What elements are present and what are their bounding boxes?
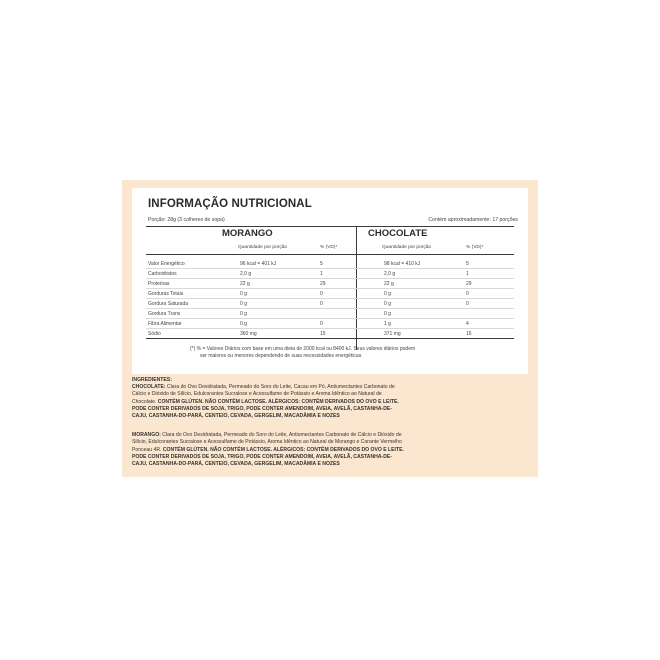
chocolate-quantity: 2,0 g [384, 271, 396, 277]
morango-qty-header: Quantidade por porção [238, 245, 288, 250]
header-rule [146, 226, 514, 227]
morango-quantity: 0 g [240, 301, 247, 307]
subheader-rule [146, 254, 514, 255]
footnote-line-1: (*) % = Valores Diários com base em uma dieta de 2000 kcal ou 8400 kJ. Seus valores diários podem [190, 346, 416, 352]
nutrient-label: Valor Energético [148, 261, 185, 267]
chocolate-vd: 0 [466, 291, 469, 297]
chocolate-vd: 4 [466, 321, 469, 327]
ingredients-section [132, 377, 404, 476]
morango-allergens: CONTÉM GLÚTEN. NÃO CONTÉM LACTOSE. ALÉRGICOS: CONTÉM DERIVADOS DO OVO E LEITE. PODE CONTER DERIVADOS DE SOJA, TRIGO, PODE CONTER AMENDOIM, AVEIA, AVELÃ, CASTANHA-DE-CAJU, CASTANHA-DO-PARÁ, CENTEIO, CEVADA, GERGELIM, MACADÂMIA E NOZES [132, 446, 404, 468]
ingredients-heading: INGREDIENTES: [132, 377, 172, 383]
morango-quantity: 360 mg [240, 331, 257, 337]
nutrition-label-panel [122, 180, 538, 477]
label-title: INFORMAÇÃO NUTRICIONAL [148, 198, 312, 210]
chocolate-ingredients-text: Clara do Ovo Desidratada, Permeado do Soro do Leite, Cacau em Pó, Antiumectantes Carbonato de Cálcio e Dióxido de Silício, Edulcorantes Sucralose e Acessulfame de Potássio e Aroma Idêntico ao Natural de Chocolate. [132, 384, 395, 405]
chocolate-vd: 15 [466, 331, 472, 337]
chocolate-quantity: 0 g [384, 291, 391, 297]
nutrient-label: Fibra Alimentar [148, 321, 182, 327]
morango-quantity: 2,0 g [240, 271, 252, 277]
nutrient-label: Sódio [148, 331, 161, 337]
nutrient-label: Gordura Saturada [148, 301, 189, 307]
morango-quantity: 0 g [240, 321, 247, 327]
bottom-rule [146, 338, 514, 339]
chocolate-vd: 29 [466, 281, 472, 287]
table-row [132, 299, 528, 309]
portion-size: Porção: 28g (3 colheres de sopa) [148, 217, 225, 223]
morango-vd: 29 [320, 281, 326, 287]
morango-vd: 15 [320, 331, 326, 337]
table-row [132, 319, 528, 329]
nutrient-label: Carboidratos [148, 271, 177, 277]
morango-ingredients [132, 432, 404, 468]
morango-vd: 1 [320, 271, 323, 277]
chocolate-quantity: 371 mg [384, 331, 401, 337]
morango-ingredients-text: Clara do Ovo Desidratada, Permeado do Soro do Leite, Antiumectantes Carbonato de Cálcio e Dióxido de Silício, Edulcorantes Sucralose e Acessulfame de Potássio, Aroma Idêntico ao Natural de Morango e Corante Vermelho Ponceau 4R. [132, 432, 402, 453]
chocolate-vd-header: % (VD)* [466, 245, 484, 250]
morango-vd: 0 [320, 321, 323, 327]
table-row [132, 279, 528, 289]
morango-quantity: 0 g [240, 311, 247, 317]
nutrient-label: Gordura Trans [148, 311, 181, 317]
chocolate-qty-header: Quantidade por porção [382, 245, 432, 250]
morango-header: MORANGO [222, 228, 273, 239]
chocolate-vd: 1 [466, 271, 469, 277]
nutrient-label: Proteínas [148, 281, 170, 287]
chocolate-vd: 5 [466, 261, 469, 267]
morango-ingredients-label: MORANGO: [132, 432, 161, 439]
chocolate-quantity: 0 g [384, 311, 391, 317]
table-row [132, 309, 528, 319]
morango-vd: 5 [320, 261, 323, 267]
chocolate-quantity: 22 g [384, 281, 394, 287]
daily-value-footnote [190, 346, 480, 360]
nutrient-label: Gorduras Totais [148, 291, 184, 297]
chocolate-header: CHOCOLATE [368, 228, 428, 239]
chocolate-quantity: 0 g [384, 301, 391, 307]
table-row [132, 259, 528, 269]
chocolate-vd: 0 [466, 301, 469, 307]
chocolate-ingredients-label: CHOCOLATE: [132, 384, 166, 391]
morango-vd: 0 [320, 291, 323, 297]
morango-quantity: 96 kcal = 401 kJ [240, 261, 277, 267]
morango-vd: 0 [320, 301, 323, 307]
table-row [132, 289, 528, 299]
morango-quantity: 0 g [240, 291, 247, 297]
servings-per-package: Contém aproximadamente: 17 porções [428, 217, 518, 223]
chocolate-quantity: 1 g [384, 321, 391, 327]
morango-vd-header: % (VD)* [320, 245, 338, 250]
morango-quantity: 22 g [240, 281, 250, 287]
chocolate-quantity: 98 kcal = 410 kJ [384, 261, 421, 267]
table-row [132, 269, 528, 279]
footnote-line-2: ser maiores ou menores dependendo de suas necessidades energéticas. [200, 353, 363, 359]
nutrition-table [132, 188, 528, 374]
chocolate-allergens: CONTÉM GLÚTEN. NÃO CONTÉM LACTOSE. ALÉRGICOS: CONTÉM DERIVADOS DO OVO E LEITE. PODE CONTER DERIVADOS DE SOJA, TRIGO, PODE CONTER AMENDOIM, AVEIA, AVELÃ, CASTANHA-DE-CAJU, CASTANHA-DO-PARÁ, CENTEIO, CEVADA, GERGELIM, MACADÂMIA E NOZES [132, 398, 399, 420]
chocolate-ingredients [132, 384, 404, 420]
